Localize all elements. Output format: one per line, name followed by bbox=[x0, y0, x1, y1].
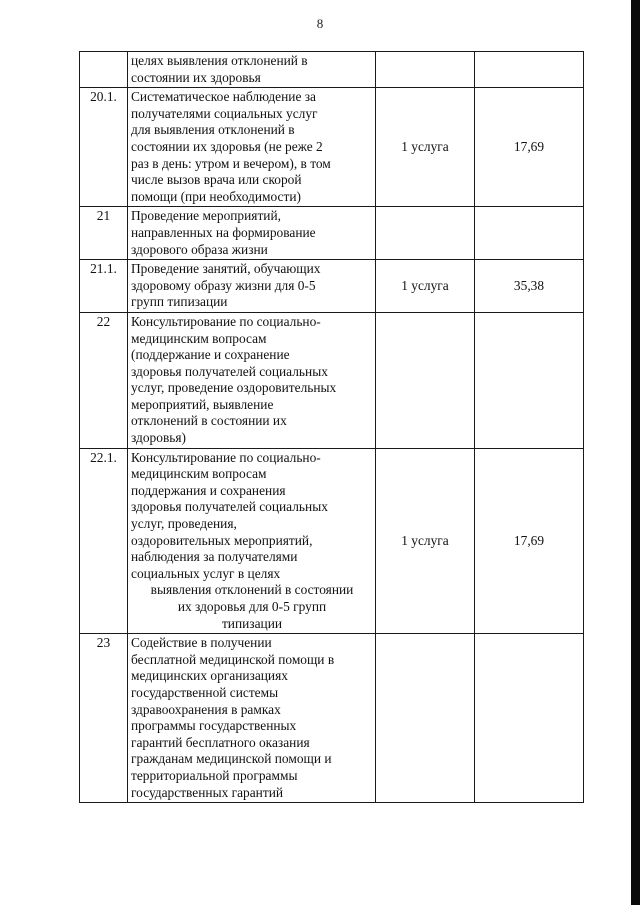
service-unit bbox=[376, 207, 475, 260]
service-price bbox=[475, 634, 584, 803]
service-name-line: состоянии их здоровья bbox=[131, 69, 261, 85]
service-name bbox=[128, 634, 376, 803]
service-unit bbox=[376, 634, 475, 803]
service-name-line: государственной системы bbox=[131, 684, 279, 700]
service-unit bbox=[376, 312, 475, 448]
table-row bbox=[80, 634, 584, 803]
service-name-line: состоянии их здоровья (не реже 2 bbox=[131, 138, 323, 154]
service-price bbox=[475, 52, 584, 88]
service-name-line: Проведение занятий, обучающих bbox=[131, 261, 321, 277]
row-number: 23 bbox=[80, 634, 128, 803]
service-price bbox=[475, 207, 584, 260]
service-name-line: бесплатной медицинской помощи в bbox=[131, 651, 335, 667]
row-number: 21.1. bbox=[80, 260, 128, 313]
service-name-line: числе вызов врача или скорой bbox=[131, 172, 302, 188]
service-name-line: направленных на формирование bbox=[131, 224, 316, 240]
service-name-line: Содействие в получении bbox=[131, 635, 272, 651]
service-name-line: медицинским вопросам bbox=[131, 466, 267, 482]
service-name-line: здоровья получателей социальных bbox=[131, 363, 328, 379]
service-name-line: Консультирование по социально- bbox=[131, 449, 321, 465]
service-name-line: (поддержание и сохранение bbox=[131, 347, 290, 363]
service-name-line: отклонений в состоянии их bbox=[131, 413, 287, 429]
service-price bbox=[475, 312, 584, 448]
services-table bbox=[79, 51, 584, 803]
service-name-line: здравоохранения в рамках bbox=[131, 701, 281, 717]
service-name-line: услуг, проведение оздоровительных bbox=[131, 380, 337, 396]
service-name-line: гарантий бесплатного оказания bbox=[131, 734, 310, 750]
service-name bbox=[128, 52, 376, 88]
service-name-line: социальных услуг в целях bbox=[131, 565, 281, 581]
service-unit: 1 услуга bbox=[376, 260, 475, 313]
service-name-line: целях выявления отклонений в bbox=[131, 53, 308, 68]
service-name-line: раз в день: утром и вечером), в том bbox=[131, 155, 331, 171]
service-name bbox=[128, 312, 376, 448]
service-name-line: гражданам медицинской помощи и bbox=[131, 751, 332, 767]
table-row bbox=[80, 207, 584, 260]
service-name-line: для выявления отклонений в bbox=[131, 122, 295, 138]
page-number: 8 bbox=[316, 16, 324, 31]
service-name-line: Систематическое наблюдение за bbox=[131, 89, 316, 105]
service-name-line: здорового образа жизни bbox=[131, 241, 268, 257]
table-row bbox=[80, 312, 584, 448]
row-number bbox=[80, 52, 128, 88]
service-name-line: выявления отклонений в состоянии bbox=[150, 582, 354, 598]
service-name-line: здоровья) bbox=[131, 430, 186, 446]
service-name-line: Консультирование по социально- bbox=[131, 313, 321, 329]
table-row bbox=[80, 88, 584, 207]
table-row bbox=[80, 52, 584, 88]
service-name-line: услуг, проведения, bbox=[131, 516, 237, 532]
table-row bbox=[80, 448, 584, 634]
service-name-line: государственных гарантий bbox=[131, 784, 284, 800]
service-name-line: оздоровительных мероприятий, bbox=[131, 532, 313, 548]
service-name bbox=[128, 448, 376, 634]
scan-edge bbox=[631, 0, 640, 905]
service-name-line: их здоровья для 0-5 групп bbox=[177, 599, 327, 614]
service-price: 35,38 bbox=[475, 260, 584, 313]
row-number: 22.1. bbox=[80, 448, 128, 634]
service-price: 17,69 bbox=[475, 88, 584, 207]
service-name-line: получателями социальных услуг bbox=[131, 105, 318, 121]
service-name-line: здоровому образу жизни для 0-5 bbox=[131, 277, 316, 293]
service-name-line: Проведение мероприятий, bbox=[131, 208, 281, 224]
service-name bbox=[128, 260, 376, 313]
table-row bbox=[80, 260, 584, 313]
service-unit: 1 услуга bbox=[376, 88, 475, 207]
service-name-line: медицинским вопросам bbox=[131, 330, 267, 346]
service-unit: 1 услуга bbox=[376, 448, 475, 634]
service-name-line: наблюдения за получателями bbox=[131, 549, 298, 565]
service-name-line: поддержания и сохранения bbox=[131, 482, 286, 498]
service-unit bbox=[376, 52, 475, 88]
row-number: 22 bbox=[80, 312, 128, 448]
service-name-line: типизации bbox=[221, 615, 283, 631]
service-name-line: программы государственных bbox=[131, 718, 297, 734]
service-name-line: групп типизации bbox=[131, 294, 228, 310]
service-name-line: мероприятий, выявление bbox=[131, 396, 274, 412]
service-name-line: здоровья получателей социальных bbox=[131, 499, 328, 515]
row-number: 20.1. bbox=[80, 88, 128, 207]
service-name-line: территориальной программы bbox=[131, 767, 298, 783]
service-price: 17,69 bbox=[475, 448, 584, 634]
table-body bbox=[80, 52, 584, 803]
service-name-line: помощи (при необходимости) bbox=[131, 188, 301, 204]
service-name bbox=[128, 88, 376, 207]
service-name bbox=[128, 207, 376, 260]
service-name-line: медицинских организациях bbox=[131, 668, 288, 684]
row-number: 21 bbox=[80, 207, 128, 260]
